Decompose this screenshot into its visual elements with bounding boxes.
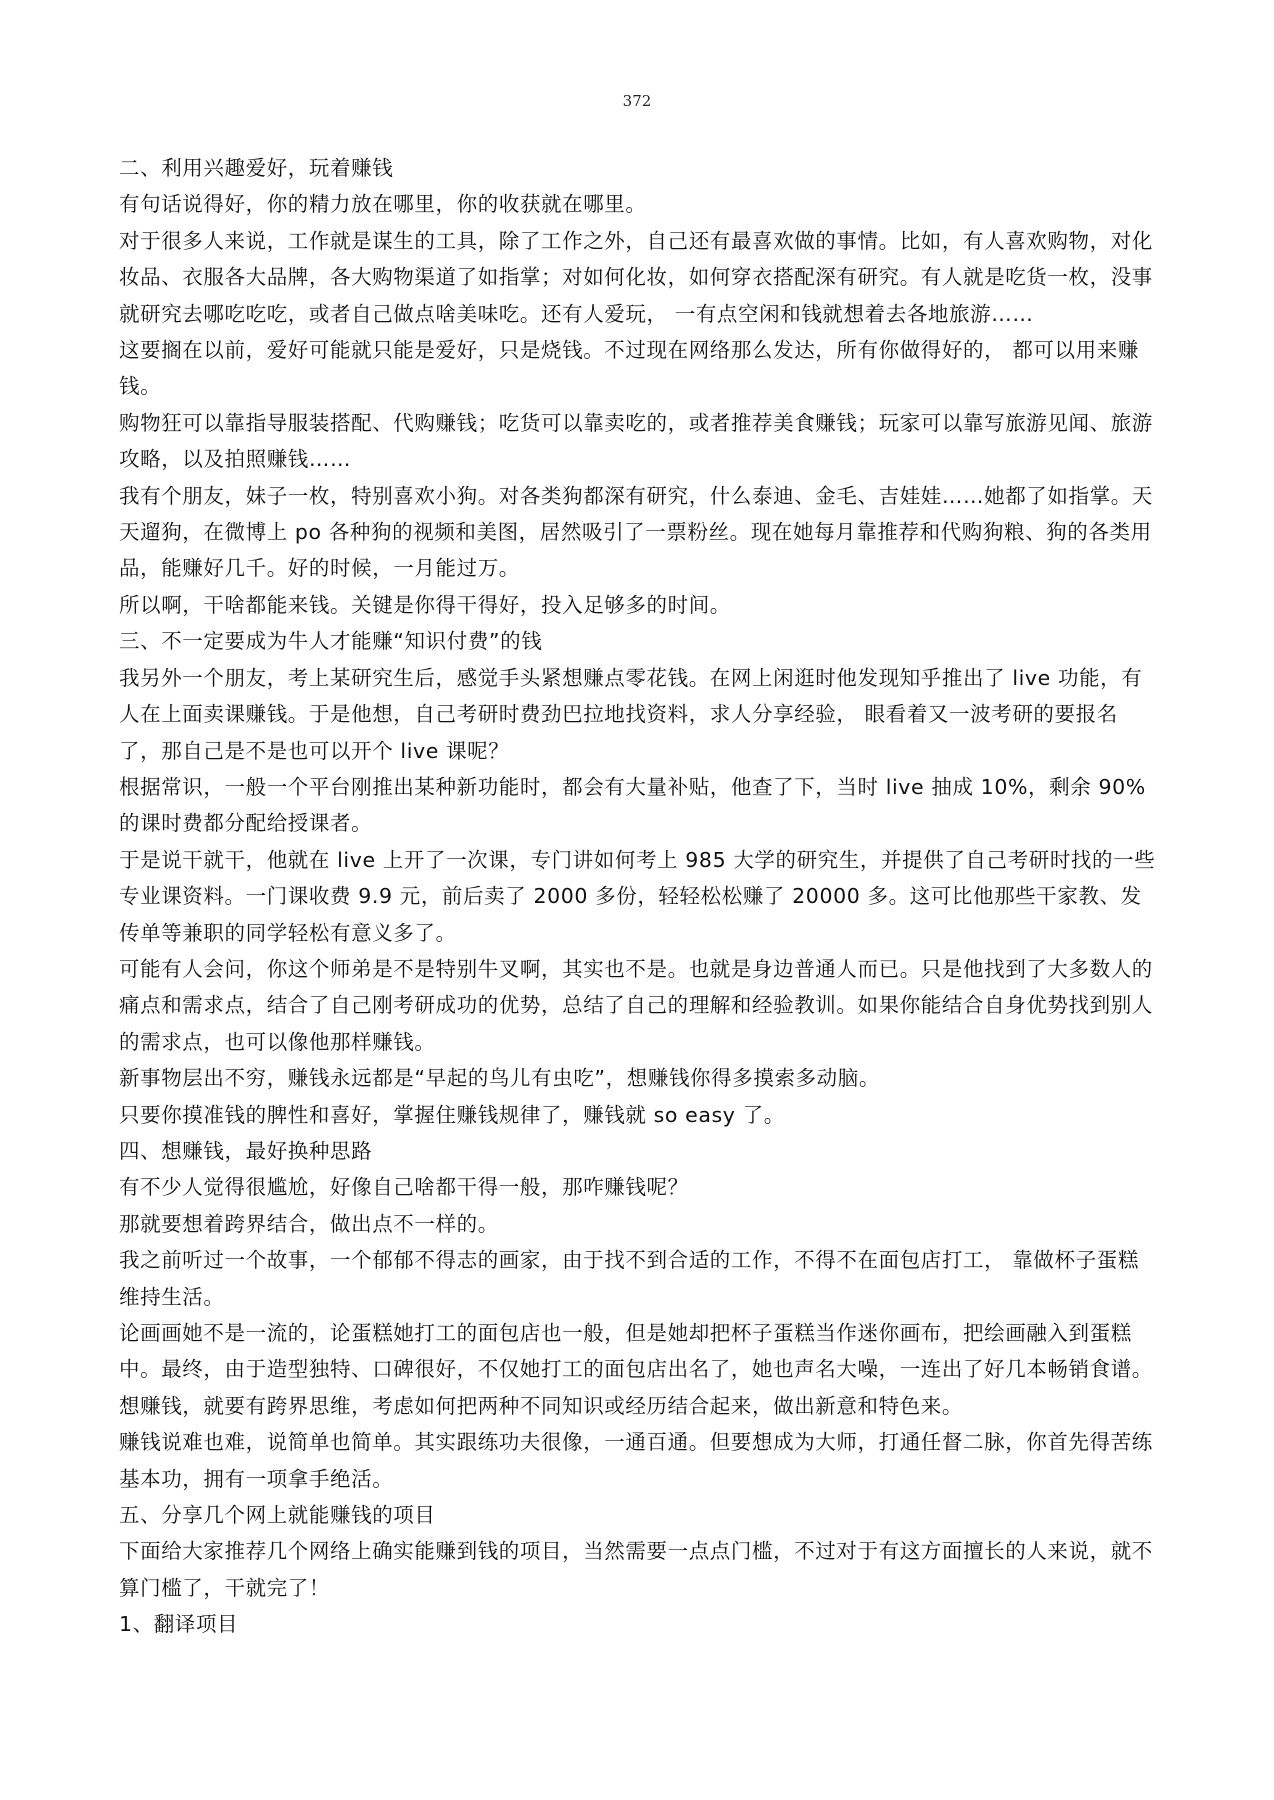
section-heading: 三、不一定要成为牛人才能赚“知识付费”的钱 (119, 629, 543, 654)
paragraph: 购物狂可以靠指导服装搭配、代购赚钱；吃货可以靠卖吃的，或者推荐美食赚钱；玩家可以靠写旅游见闻、旅游攻略，以及拍照赚钱…… (119, 410, 1153, 472)
paragraph: 新事物层出不穷，赚钱永远都是“早起的鸟儿有虫吃”，想赚钱你得多摸索多动脑。 (119, 1066, 880, 1091)
paragraph: 想赚钱，就要有跨界思维，考虑如何把两种不同知识或经历结合起来，做出新意和特色来。 (119, 1393, 963, 1418)
paragraph: 于是说干就干，他就在 live 上开了一次课，专门讲如何考上 985 大学的研究生，并提供了自己考研时找的一些专业课资料。一门课收费 9.9 元，前后卖了 2000 多份，轻轻松松赚了 20000 多。这可比他那些干家教、发传单等兼职的同学轻松有意义多了。 (119, 847, 1156, 945)
paragraph: 我之前听过一个故事，一个郁郁不得志的画家，由于找不到合适的工作，不得不在面包店打工， 靠做杯子蛋糕维持生活。 (119, 1248, 1139, 1309)
paragraph: 赚钱说难也难，说简单也简单。其实跟练功夫很像，一通百通。但要想成为大师，打通任督二脉，你首先得苦练基本功，拥有一项拿手绝活。 (119, 1430, 1153, 1491)
page-number: 372 (622, 92, 652, 110)
paragraph: 有不少人觉得很尴尬，好像自己啥都干得一般，那咋赚钱呢？ (119, 1175, 689, 1200)
paragraph: 那就要想着跨界结合，做出点不一样的。 (119, 1211, 499, 1236)
section-heading: 五、分享几个网上就能赚钱的项目 (119, 1503, 436, 1528)
section-heading: 二、利用兴趣爱好，玩着赚钱 (119, 156, 394, 180)
paragraph: 论画画她不是一流的，论蛋糕她打工的面包店也一般，但是她却把杯子蛋糕当作迷你画布，把绘画融入到蛋糕中。最终，由于造型独特、口碑很好，不仅她打工的面包店出名了，她也声名大噪，一连出了好几本畅销食谱。 (119, 1321, 1153, 1382)
paragraph: 所以啊，干啥都能来钱。关键是你得干得好，投入足够多的时间。 (119, 592, 731, 617)
paragraph: 这要搁在以前，爱好可能就只能是爱好，只是烧钱。不过现在网络那么发达，所有你做得好的， 都可以用来赚钱。 (119, 338, 1139, 399)
paragraph: 我另外一个朋友，考上某研究生后，感觉手头紧想赚点零花钱。在网上闲逛时他发现知乎推出了 live 功能，有人在上面卖课赚钱。于是他想，自己考研时费劲巴拉地找资料，求人分享经验， 眼看着又一波考研的要报名了，那自己是不是也可以开个 live 课呢？ (119, 665, 1143, 763)
body-text (119, 150, 1159, 1643)
section-heading: 四、想赚钱，最好换种思路 (119, 1138, 373, 1163)
subsection-heading: 1、翻译项目 (119, 1612, 239, 1637)
paragraph: 可能有人会问，你这个师弟是不是特别牛叉啊，其实也不是。也就是身边普通人而已。只是他找到了大多数人的痛点和需求点，结合了自己刚考研成功的优势，总结了自己的理解和经验教训。如果你能结合自身优势找到别人的需求点，也可以像他那样赚钱。 (119, 956, 1153, 1054)
paragraph: 只要你摸准钱的脾性和喜好，掌握住赚钱规律了，赚钱就 so easy 了。 (119, 1102, 785, 1127)
paragraph: 下面给大家推荐几个网络上确实能赚到钱的项目，当然需要一点点门槛，不过对于有这方面擅长的人来说，就不算门槛了，干就完了！ (119, 1539, 1153, 1600)
paragraph: 对于很多人来说，工作就是谋生的工具，除了工作之外，自己还有最喜欢做的事情。比如，有人喜欢购物，对化妆品、衣服各大品牌，各大购物渠道了如指掌；对如何化妆，如何穿衣搭配深有研究。有人就是吃货一枚，没事就研究去哪吃吃吃，或者自己做点啥美味吃。还有人爱玩， 一有点空闲和钱就想着去各地旅游…… (119, 228, 1153, 326)
paragraph: 我有个朋友，妹子一枚，特别喜欢小狗。对各类狗都深有研究，什么泰迪、金毛、吉娃娃……她都了如指掌。天天遛狗，在微博上 po 各种狗的视频和美图，居然吸引了一票粉丝。现在她每月靠推荐和代购狗粮、狗的各类用品，能赚好几千。好的时候，一月能过万。 (119, 483, 1153, 581)
paragraph: 根据常识，一般一个平台刚推出某种新功能时，都会有大量补贴，他查了下，当时 live 抽成 10%，剩余 90%的课时费都分配给授课者。 (119, 774, 1146, 836)
paragraph: 有句话说得好，你的精力放在哪里，你的收获就在哪里。 (119, 192, 647, 217)
